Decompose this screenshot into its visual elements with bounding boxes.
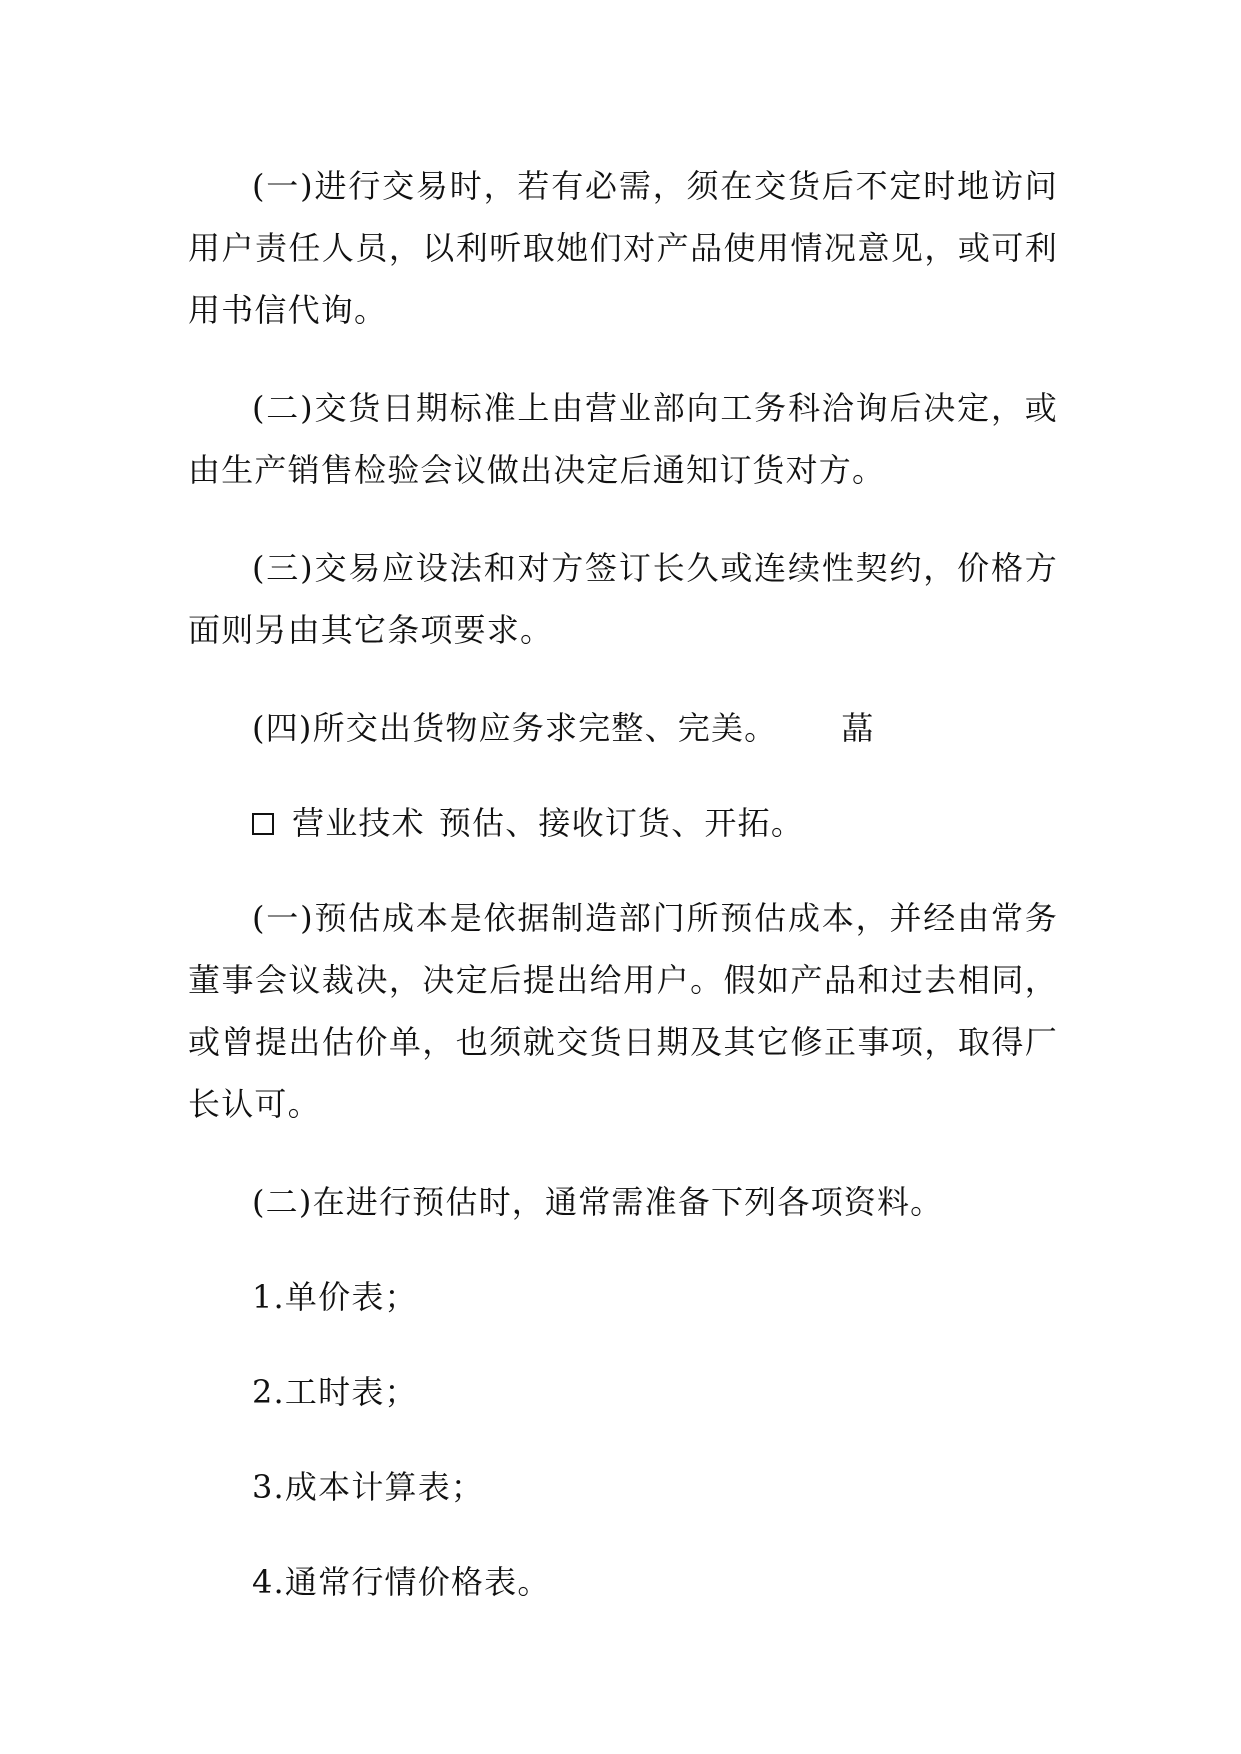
document-body xyxy=(188,155,1058,1646)
paragraph-1: (一)进行交易时，若有必需，须在交货后不定时地访问用户责任人员，以利听取她们对产品使用情况意见，或可利用书信代询。 xyxy=(188,167,1058,329)
section-subtitle: 预估、接收订货、开拓。 xyxy=(438,804,805,842)
stray-character: 蕌 xyxy=(841,709,875,747)
list-item-2: 2.工时表； xyxy=(252,1373,418,1411)
paragraph-2: (二)交货日期标准上由营业部向工务科洽询后决定，或由生产销售检验会议做出决定后通知订货对方。 xyxy=(188,389,1058,489)
section-heading xyxy=(188,792,1058,854)
list-item-4: 4.通常行情价格表。 xyxy=(252,1563,551,1601)
checkbox-empty-icon xyxy=(252,813,274,835)
paragraph-5: (一)预估成本是依据制造部门所预估成本，并经由常务董事会议裁决，决定后提出给用户。假如产品和过去相同，或曾提出估价单，也须就交货日期及其它修正事项，取得厂长认可。 xyxy=(188,899,1058,1123)
paragraph-3: (三)交易应设法和对方签订长久或连续性契约，价格方面则另由其它条项要求。 xyxy=(188,549,1058,649)
paragraph-4 xyxy=(188,697,1058,759)
list-item-3: 3.成本计算表； xyxy=(252,1468,485,1506)
list-item-1: 1.单价表； xyxy=(252,1278,418,1316)
paragraph-4-text: (四)所交出货物应务求完整、完美。 xyxy=(252,709,778,747)
section-title: 营业技术 xyxy=(292,804,425,842)
paragraph-6: (二)在进行预估时，通常需准备下列各项资料。 xyxy=(252,1183,944,1221)
